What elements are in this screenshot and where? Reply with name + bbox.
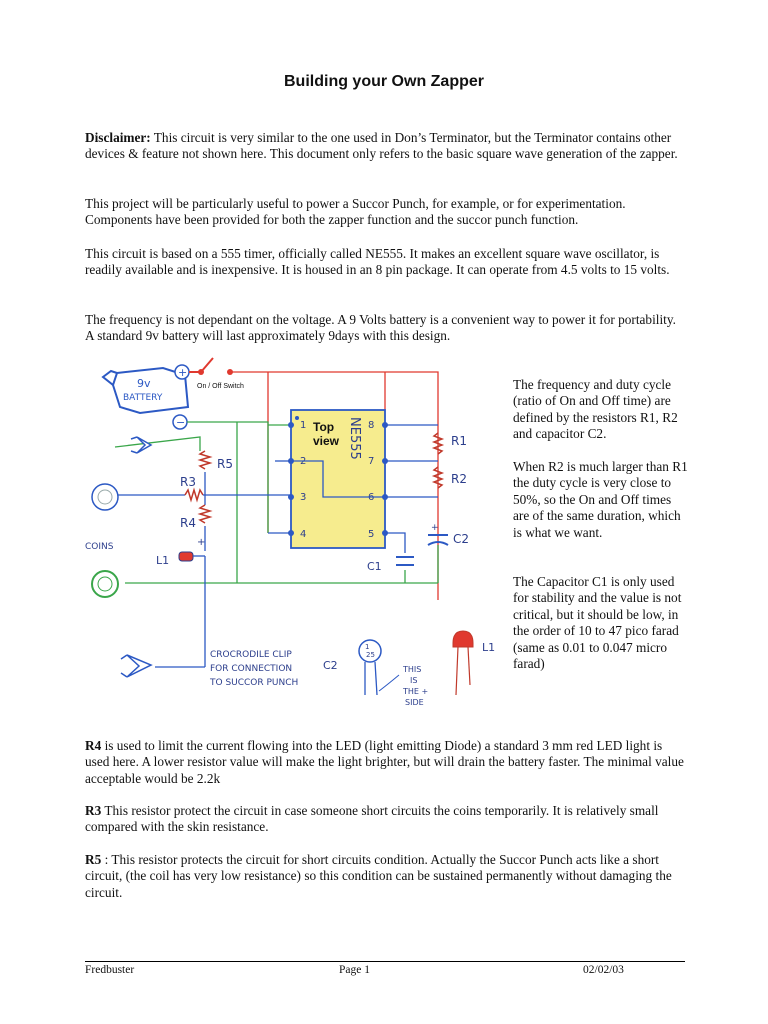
r5-label: R5 [217, 457, 233, 471]
led-l1 [179, 552, 193, 561]
circuit-diagram [85, 355, 505, 727]
l1-detail-lead-left [456, 647, 458, 695]
chip-top-label: Top [313, 420, 335, 434]
plus-side-note-3: THE + [403, 687, 429, 696]
c1-label: C1 [367, 560, 382, 573]
ground-from-battery [187, 422, 268, 533]
disclaimer-text: This circuit is very similar to the one used in Don’s Terminator, but the Terminator contains other devices & feature not shown here. This document only refers to the basic square wave generation of the zapper. [85, 130, 678, 162]
r5-paragraph [85, 852, 685, 901]
plus-side-note-4: SIDE [405, 698, 424, 707]
r3-text: This resistor protect the circuit in case someone short circuits the coins temporarily. It is relatively small compared with the skin resistance. [85, 803, 659, 835]
c2-detail-value-1: 1 [365, 643, 370, 651]
c2-detail-lead-right [375, 662, 377, 695]
footer-date: 02/02/03 [583, 964, 624, 976]
led-plus-sign: + [197, 537, 206, 548]
l1-label: L1 [156, 554, 170, 567]
footer-divider [85, 961, 685, 962]
side-c1-paragraph: The Capacitor C1 is only used for stability and the value is not critical, but it should be low, in the order of 10 to 47 pico farad (same as 0.01 to 0.047 micro farad) [513, 574, 682, 672]
c2-detail-label: C2 [323, 659, 338, 672]
r1-label: R1 [451, 434, 467, 448]
battery-label-9v: 9v [137, 377, 151, 390]
l1-detail-lead-right [468, 647, 470, 685]
ne555-paragraph: This circuit is based on a 555 timer, officially called NE555. It makes an excellent square wave oscillator, is readily available and is inexpensive. It is housed in an 8 pin package. It can operate from 4.5 volts to 15 volts. [85, 246, 670, 278]
r3-term: R3 [85, 803, 102, 818]
r5-term: R5 [85, 852, 102, 867]
page-title: Building your Own Zapper [284, 73, 484, 90]
side-frequency-paragraph: The frequency and duty cycle (ratio of On and Off time) are defined by the resistors R1, R2 and capacitor C2. [513, 377, 678, 442]
disclaimer-paragraph [85, 130, 685, 163]
c2-detail-value-2: 25 [366, 651, 375, 659]
coins-label: COINS [85, 542, 114, 552]
footer-page-number: Page 1 [339, 964, 370, 976]
r3-resistor [185, 490, 203, 500]
r3-label: R3 [180, 475, 196, 489]
pin-4-label: 4 [300, 529, 307, 540]
frequency-paragraph: The frequency is not dependant on the voltage. A 9 Volts battery is a convenient way to power it for portability. A standard 9v battery will last approximately 9days with this design. [85, 312, 676, 344]
switch-lever [201, 358, 213, 372]
disclaimer-label: Disclaimer: [85, 130, 151, 145]
pin-3-label: 3 [300, 492, 307, 503]
r3-paragraph [85, 803, 685, 836]
battery-minus-sign: − [176, 416, 186, 429]
clip-bottom [121, 655, 151, 677]
l1-detail-led [453, 631, 473, 647]
side-duty-cycle-paragraph: When R2 is much larger than R1 the duty cycle is very close to 50%, so the On and Off times are of the same duration, which is what we want. [513, 459, 688, 540]
pin-2-label: 2 [300, 456, 307, 467]
coin-bottom [92, 571, 118, 597]
clip-note-line3: TO SUCCOR PUNCH [210, 678, 299, 688]
r4-text: is used to limit the current flowing into the LED (light emitting Diode) a standard 3 mm red LED light is used here. A lower resistor value will make the light brighter, but will drain the battery faster. The minimal value acceptable would be 2.2k [85, 738, 684, 786]
r5-text: : This resistor protects the circuit for short circuits condition. Actually the Succor Punch acts like a short circuit, (the coil has very low resistance) so this condition can be sustained permanently without damaging the circuit. [85, 852, 672, 900]
r4-paragraph [85, 738, 685, 787]
switch-label: On / Off Switch [197, 383, 244, 390]
pin-6-label: 6 [368, 492, 375, 503]
chip-view-label: view [313, 434, 340, 448]
chip-notch [295, 416, 299, 420]
pin-3-dot [288, 494, 294, 500]
c2-plus-sign: + [431, 523, 439, 533]
plus-side-note-1: THIS [403, 665, 422, 674]
chip-name: NE555 [347, 417, 362, 460]
pin-5-label: 5 [368, 529, 375, 540]
clip-note-line2: FOR CONNECTION [210, 664, 293, 674]
project-paragraph: This project will be particularly useful to power a Succor Punch, for example, or for experimentation. Components have been provided for both the zapper function and the succor punch function. [85, 196, 626, 228]
footer-author: Fredbuster [85, 964, 135, 976]
plus-side-note-2: IS [410, 676, 418, 685]
pin-8-label: 8 [368, 420, 375, 431]
pin-1-label: 1 [300, 420, 307, 431]
c2-label: C2 [453, 532, 470, 546]
r4-label: R4 [180, 516, 196, 530]
battery-plus-sign: + [178, 366, 188, 379]
r4-resistor [200, 505, 210, 523]
r5-resistor [200, 451, 210, 469]
r2-label: R2 [451, 472, 467, 486]
pin5-wire [385, 533, 405, 553]
pin-7-label: 7 [368, 456, 375, 467]
r4-term: R4 [85, 738, 102, 753]
battery-label-text: BATTERY [123, 393, 163, 403]
clip-note-line1: CROCRODILE CLIP [210, 650, 292, 660]
clip-wire [115, 437, 200, 451]
pin-1-dot [288, 422, 294, 428]
plus-side-arrow [379, 675, 399, 691]
l1-detail-label: L1 [482, 641, 496, 654]
coin-top [92, 484, 118, 510]
